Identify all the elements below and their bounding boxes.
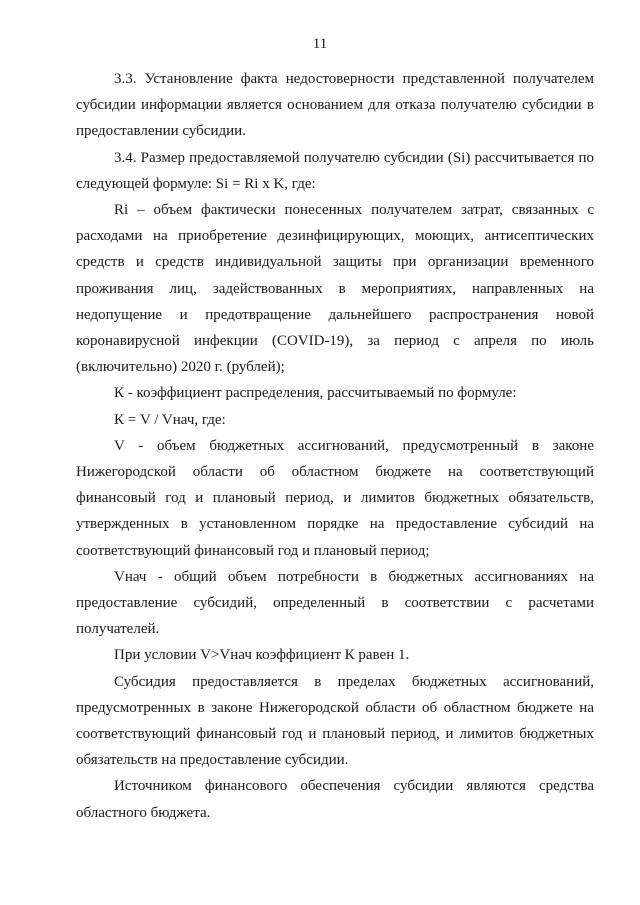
paragraph-3-3: 3.3. Установление факта недостоверности представленной получателем субсидии информации является основанием для отказа получателю субсидии в предоставлении субсидии. bbox=[76, 71, 594, 140]
paragraph-subsidy-limits: Субсидия предоставляется в пределах бюджетных ассигнований, предусмотренных в законе Нижегородской области об областном бюджете на соответствующий финансовый год и плановый период, и лимитов бюджетных обязательств на предоставление субсидии. bbox=[76, 673, 594, 769]
paragraph-k-formula: К = V / Vнач, где: bbox=[114, 411, 226, 428]
paragraph-condition: При условии V>Vнач коэффициент К равен 1. bbox=[114, 647, 410, 664]
paragraph-3-4: 3.4. Размер предоставляемой получателю субсидии (Si) рассчитывается по следующей формуле: Si = Ri x K, где: bbox=[76, 149, 594, 192]
paragraph-k-definition: К - коэффициент распределения, рассчитываемый по формуле: bbox=[114, 385, 517, 402]
paragraph-v-definition: V - объем бюджетных ассигнований, предусмотренный в законе Нижегородской области об областном бюджете на соответствующий финансовый год и плановый период, и лимитов бюджетных обязательств, утвержденных в установленном порядке на предоставление субсидий на соответствующий финансовый год и плановый период; bbox=[76, 437, 594, 559]
paragraph-funding-source: Источником финансового обеспечения субсидии являются средства областного бюджета. bbox=[76, 778, 594, 821]
paragraph-ri-definition: Ri – объем фактически понесенных получателем затрат, связанных с расходами на приобретение дезинфицирующих, моющих, антисептических средств и средств индивидуальной защиты при организации временного проживания лиц, задействованных в мероприятиях, направленных на недопущение и предотвращение дальнейшего распространения новой коронавирусной инфекции (COVID-19), за период с апреля по июль (включительно) 2020 г. (рублей); bbox=[76, 202, 594, 376]
paragraph-vnach-definition: Vнач - общий объем потребности в бюджетных ассигнованиях на предоставление субсидий, определенный в соответствии с расчетами получателей. bbox=[76, 568, 594, 638]
page-number: 11 bbox=[312, 36, 328, 52]
document-body bbox=[76, 66, 594, 826]
